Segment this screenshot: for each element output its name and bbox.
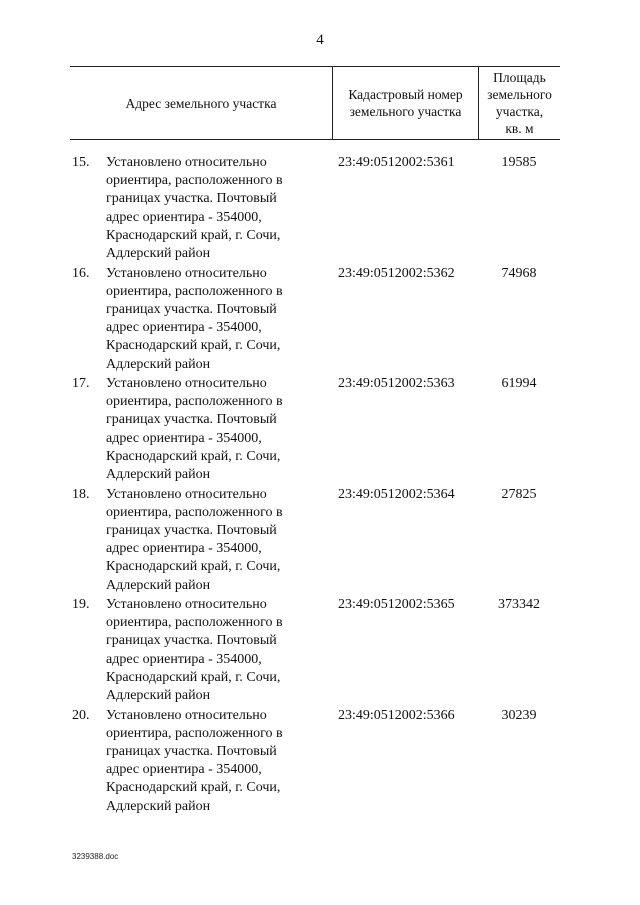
address-line: адрес ориентира - 354000, [106, 209, 262, 225]
address-line: Установлено относительно [106, 597, 267, 612]
row-address [106, 486, 321, 595]
row-area: 74968 [501, 265, 537, 281]
address-line: Краснодарский край, г. Сочи, [106, 227, 281, 243]
address-line: ориентира, расположенного в [106, 173, 283, 189]
address-line: границах участка. Почтовый [106, 301, 277, 317]
row-number: 18. [72, 486, 90, 502]
table-row [0, 486, 640, 597]
row-area: 19585 [501, 155, 537, 170]
row-address [106, 154, 321, 263]
table-row [0, 375, 640, 486]
address-line: границах участка. Почтовый [106, 522, 277, 538]
address-line: адрес ориентира - 354000, [106, 541, 262, 557]
header-area-line: участка, [495, 104, 544, 119]
header-area-line: кв. м [505, 121, 534, 136]
address-line: Установлено относительно [106, 155, 267, 170]
row-number: 15. [72, 155, 90, 170]
row-number: 16. [72, 265, 90, 281]
header-area-line: земельного [487, 87, 552, 102]
row-area: 27825 [501, 486, 537, 502]
address-line: Адлерский район [106, 246, 211, 262]
row-number: 20. [72, 707, 90, 723]
header-cadastral [333, 67, 478, 139]
row-cadastral-number: 23:49:0512002:5365 [338, 597, 455, 612]
address-line: Адлерский район [106, 356, 211, 372]
header-cadastral-line: земельного участка [349, 104, 462, 119]
header-cadastral-line: Кадастровый номер [348, 87, 463, 102]
table-row [0, 596, 640, 707]
address-line: адрес ориентира - 354000, [106, 430, 262, 446]
table-row [0, 707, 640, 818]
address-line: адрес ориентира - 354000, [106, 651, 262, 667]
address-line: Краснодарский край, г. Сочи, [106, 559, 281, 575]
address-line: границах участка. Почтовый [106, 743, 277, 759]
address-line: адрес ориентира - 354000, [106, 762, 262, 778]
address-line: ориентира, расположенного в [106, 283, 283, 299]
address-line: ориентира, расположенного в [106, 615, 283, 631]
address-line: Установлено относительно [106, 376, 267, 391]
address-line: границах участка. Почтовый [106, 412, 277, 428]
address-line: Адлерский район [106, 467, 211, 483]
address-line: границах участка. Почтовый [106, 633, 277, 649]
address-line: Краснодарский край, г. Сочи, [106, 669, 281, 685]
address-line: ориентира, расположенного в [106, 725, 283, 741]
row-address [106, 265, 321, 374]
address-line: Установлено относительно [106, 265, 267, 281]
address-line: Адлерский район [106, 577, 211, 593]
row-address [106, 375, 321, 484]
address-line: адрес ориентира - 354000, [106, 320, 262, 336]
address-line: Адлерский район [106, 798, 211, 814]
table-header [70, 66, 560, 140]
row-cadastral-number: 23:49:0512002:5362 [338, 265, 455, 281]
row-cadastral-number: 23:49:0512002:5363 [338, 376, 455, 391]
row-number: 19. [72, 597, 90, 612]
header-address-label: Адрес земельного участка [125, 95, 277, 111]
footer-file-name: 3239388.doc [72, 852, 119, 861]
row-address [106, 707, 321, 816]
address-line: Установлено относительно [106, 707, 267, 723]
address-line: Краснодарский край, г. Сочи, [106, 338, 281, 354]
header-area [479, 67, 560, 139]
row-area: 30239 [501, 707, 537, 723]
address-line: границах участка. Почтовый [106, 191, 277, 207]
row-area: 61994 [501, 376, 537, 391]
row-number: 17. [72, 376, 90, 391]
row-cadastral-number: 23:49:0512002:5361 [338, 155, 455, 170]
page-number: 4 [316, 32, 324, 48]
table-row [0, 265, 640, 376]
address-line: ориентира, расположенного в [106, 504, 283, 520]
header-area-line: Площадь [493, 70, 546, 85]
row-address [106, 596, 321, 705]
row-cadastral-number: 23:49:0512002:5364 [338, 486, 455, 502]
address-line: Адлерский район [106, 688, 211, 704]
table-row [0, 154, 640, 265]
row-cadastral-number: 23:49:0512002:5366 [338, 707, 455, 723]
address-line: Краснодарский край, г. Сочи, [106, 448, 281, 464]
address-line: ориентира, расположенного в [106, 394, 283, 410]
address-line: Установлено относительно [106, 486, 267, 502]
row-area: 373342 [498, 597, 540, 612]
header-address [70, 67, 332, 139]
table-body [0, 154, 640, 817]
address-line: Краснодарский край, г. Сочи, [106, 780, 281, 796]
